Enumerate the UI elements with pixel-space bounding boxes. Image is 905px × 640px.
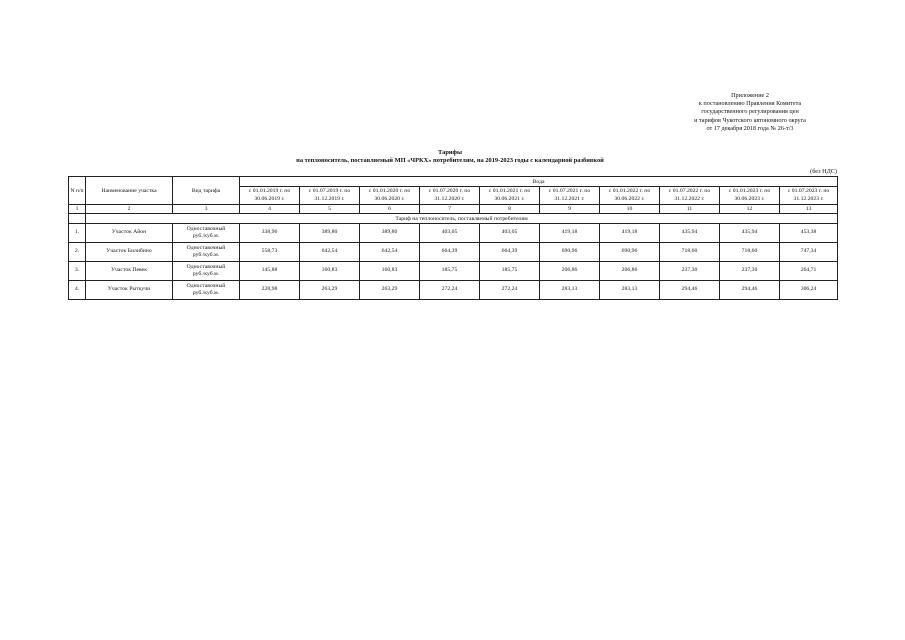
period-from: с 01.07.2020 г. по	[428, 188, 471, 194]
tariff-value: 403,05	[420, 224, 480, 243]
title-line-1: Тарифы	[438, 149, 462, 156]
row-number: 1.	[69, 224, 86, 243]
header-period	[240, 187, 300, 205]
tariff-value: 185,75	[480, 262, 540, 281]
period-from: с 01.01.2019 г. по	[248, 188, 291, 194]
period-to: 31.12.2020 г.	[434, 195, 465, 202]
title-line-2: на теплоноситель, поставляемый МП «ЧРКХ» потребителям, на 2019-2023 годы с календарной разбивкой	[296, 157, 604, 164]
row-tariff-type	[173, 262, 240, 281]
column-number: 10	[600, 205, 660, 214]
tariff-value: 294,46	[660, 281, 720, 300]
tariff-value: 272,24	[420, 281, 480, 300]
period-to: 31.12.2021 г.	[554, 195, 585, 202]
tariff-value: 389,80	[360, 224, 420, 243]
table-row	[69, 281, 838, 300]
column-number: 11	[660, 205, 720, 214]
tariff-value: 237,30	[660, 262, 720, 281]
period-from: с 01.01.2020 г. по	[368, 188, 411, 194]
tariff-value: 718,60	[660, 243, 720, 262]
tariff-value: 283,13	[540, 281, 600, 300]
appendix-line: к постановлению Правления Комитета	[698, 100, 802, 108]
row-number: 2.	[69, 243, 86, 262]
tariff-value: 642,54	[360, 243, 420, 262]
tariff-type-line: Одноставочный	[186, 263, 226, 270]
tariff-value: 435,94	[660, 224, 720, 243]
tariff-value: 264,71	[780, 262, 838, 281]
column-number: 7	[420, 205, 480, 214]
tariff-value: 272,24	[480, 281, 540, 300]
column-number: 12	[720, 205, 780, 214]
header-period	[780, 187, 838, 205]
tariff-value: 228,98	[240, 281, 300, 300]
tariff-type-line: Одноставочный	[186, 244, 226, 251]
header-name: Наименование участка	[86, 177, 173, 205]
row-name: Участок Билибино	[86, 243, 173, 262]
header-period	[600, 187, 660, 205]
tariff-type-line: Одноставочный	[186, 225, 226, 232]
column-number: 3	[173, 205, 240, 214]
tariff-value: 294,46	[720, 281, 780, 300]
header-period	[660, 187, 720, 205]
appendix-line: Приложение 2	[731, 92, 769, 99]
table-row	[69, 224, 838, 243]
tariff-value: 263,29	[360, 281, 420, 300]
row-tariff-type	[173, 281, 240, 300]
tariff-value: 263,29	[300, 281, 360, 300]
period-to: 30.06.2020 г.	[374, 195, 405, 202]
tariff-value: 283,13	[600, 281, 660, 300]
period-to: 31.12.2023 г.	[793, 195, 824, 202]
period-to: 30.06.2022 г.	[614, 195, 645, 202]
tariff-value: 403,05	[480, 224, 540, 243]
tariff-value: 664,39	[480, 243, 540, 262]
period-from: с 01.01.2021 г. по	[488, 188, 531, 194]
header-period	[540, 187, 600, 205]
document-title	[210, 149, 690, 165]
column-number: 8	[480, 205, 540, 214]
row-number: 4.	[69, 281, 86, 300]
tariff-value: 419,18	[600, 224, 660, 243]
header-period	[420, 187, 480, 205]
section-title: Тариф на теплоноситель, поставляемый потребителям	[86, 214, 838, 224]
column-number: 5	[300, 205, 360, 214]
header-period	[480, 187, 540, 205]
table-row	[69, 262, 838, 281]
row-name: Участок Рыткучи	[86, 281, 173, 300]
tariff-value: 237,30	[720, 262, 780, 281]
period-from: с 01.07.2023 г. по	[787, 188, 830, 194]
row-tariff-type	[173, 243, 240, 262]
tariff-value: 160,83	[300, 262, 360, 281]
appendix-line: государственного регулирования цен	[701, 108, 799, 116]
column-number: 13	[780, 205, 838, 214]
tariff-value: 160,83	[360, 262, 420, 281]
header-type: Вид тарифа	[173, 177, 240, 205]
header-period	[300, 187, 360, 205]
tariff-value: 718,60	[720, 243, 780, 262]
tariff-value: 145,88	[240, 262, 300, 281]
header-period	[720, 187, 780, 205]
tariff-value: 642,54	[300, 243, 360, 262]
row-tariff-type	[173, 224, 240, 243]
tariff-value: 306,24	[780, 281, 838, 300]
row-name: Участок Певек	[86, 262, 173, 281]
tariff-value: 558,73	[240, 243, 300, 262]
tariff-unit-line: руб./куб.м.	[192, 252, 220, 258]
tariff-unit-line: руб./куб.м.	[192, 271, 220, 277]
period-from: с 01.01.2022 г. по	[608, 188, 651, 194]
tariff-value: 419,18	[540, 224, 600, 243]
column-number: 1	[69, 205, 86, 214]
tariff-type-line: Одноставочный	[186, 282, 226, 289]
tariff-value: 389,80	[300, 224, 360, 243]
period-to: 30.06.2019 г.	[254, 195, 285, 202]
column-number: 4	[240, 205, 300, 214]
vat-note: (без НДС)	[810, 168, 837, 175]
appendix-line: от 17 декабря 2018 года № 26-т/3	[706, 124, 794, 132]
tariff-table	[68, 176, 838, 300]
header-period	[360, 187, 420, 205]
header-water: Вода	[240, 177, 838, 187]
tariff-value: 690,96	[540, 243, 600, 262]
period-from: с 01.07.2022 г. по	[668, 188, 711, 194]
appendix-line: и тарифов Чукотского автономного округа	[694, 116, 806, 124]
column-number: 6	[360, 205, 420, 214]
column-number: 9	[540, 205, 600, 214]
section-empty-cell	[69, 214, 86, 224]
tariff-value: 206,86	[540, 262, 600, 281]
period-from: с 01.07.2021 г. по	[548, 188, 591, 194]
period-to: 30.06.2023 г.	[734, 195, 765, 202]
tariff-value: 664,39	[420, 243, 480, 262]
period-to: 31.12.2022 г.	[674, 195, 705, 202]
row-number: 3.	[69, 262, 86, 281]
tariff-value: 690,96	[600, 243, 660, 262]
period-to: 30.06.2021 г.	[494, 195, 525, 202]
tariff-value: 747,34	[780, 243, 838, 262]
table-row	[69, 243, 838, 262]
period-to: 31.12.2019 г.	[314, 195, 345, 202]
tariff-value: 453,38	[780, 224, 838, 243]
tariff-value: 338,96	[240, 224, 300, 243]
period-from: с 01.01.2023 г. по	[728, 188, 771, 194]
tariff-value: 185,75	[420, 262, 480, 281]
tariff-unit-line: руб./куб.м.	[192, 233, 220, 239]
row-name: Участок Айон	[86, 224, 173, 243]
appendix-block	[660, 92, 840, 133]
tariff-value: 435,94	[720, 224, 780, 243]
period-from: с 01.07.2019 г. по	[308, 188, 351, 194]
tariff-value: 206,86	[600, 262, 660, 281]
tariff-unit-line: руб./куб.м.	[192, 290, 220, 296]
column-number: 2	[86, 205, 173, 214]
header-num: N п/п	[69, 177, 86, 205]
